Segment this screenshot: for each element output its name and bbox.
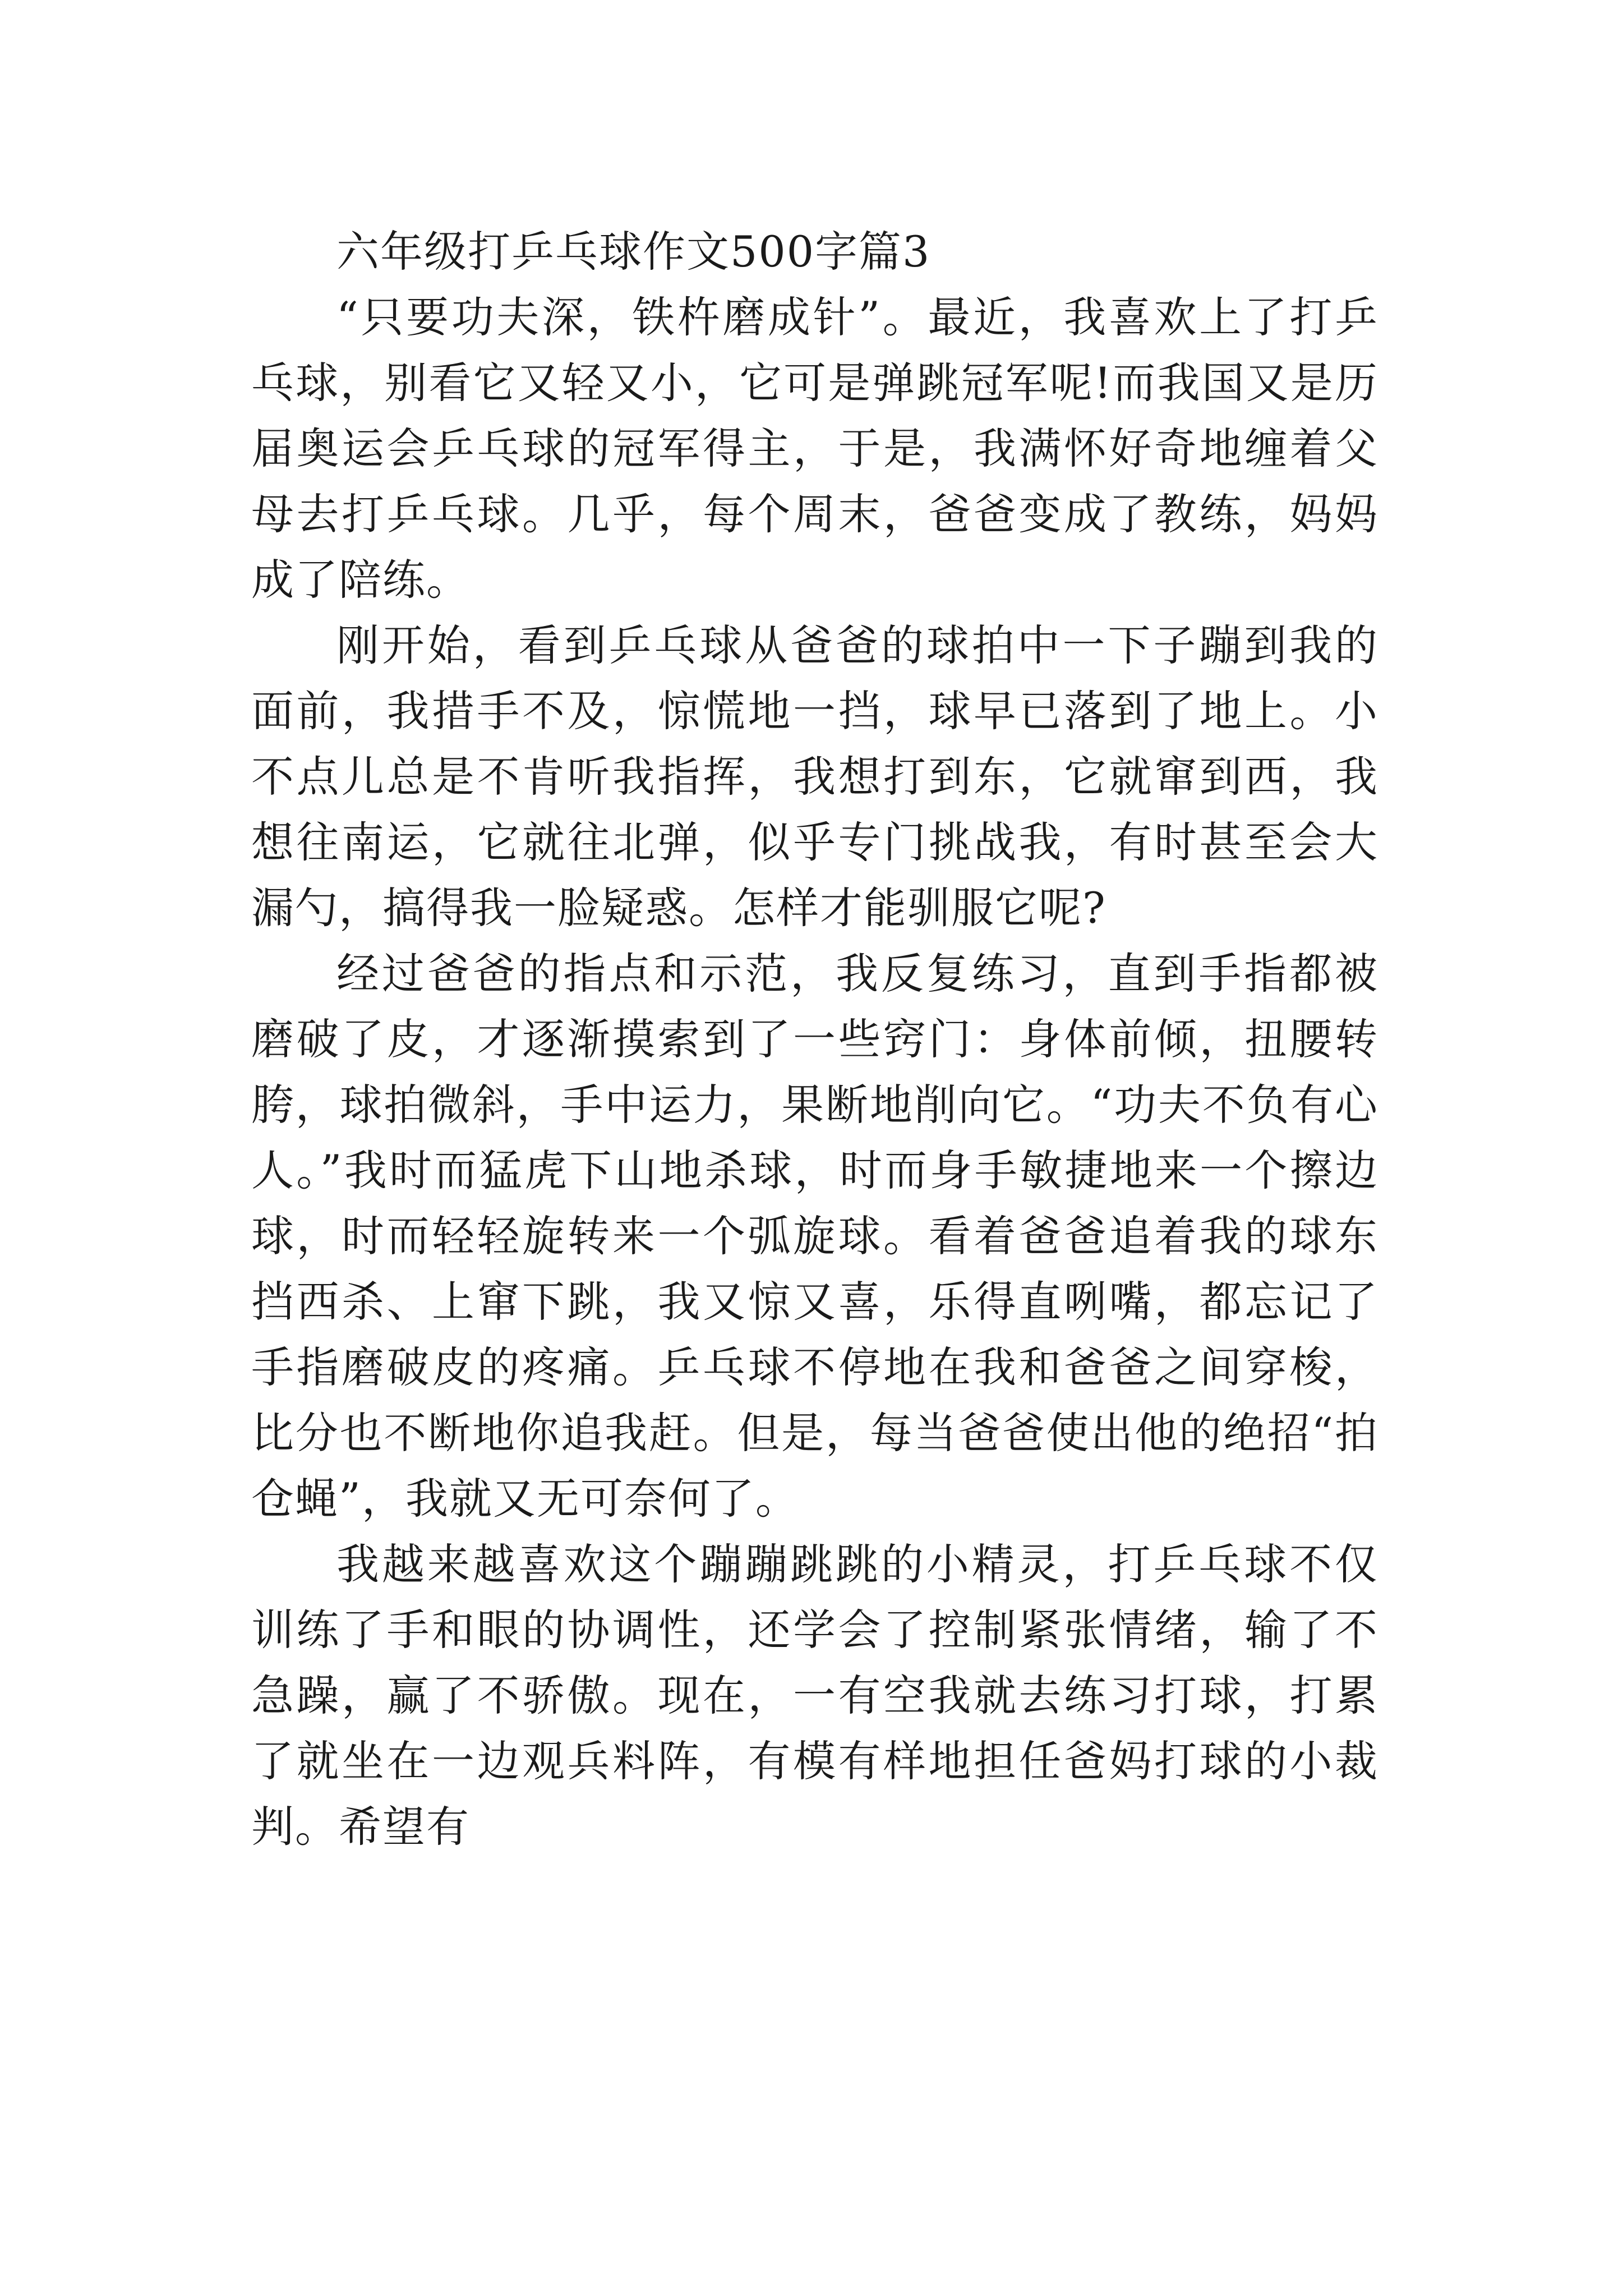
paragraph-4: 我越来越喜欢这个蹦蹦跳跳的小精灵，打乒乓球不仅训练了手和眼的协调性，还学会了控制紧张情绪，输了不急躁，赢了不骄傲。现在，一有空我就去练习打球，打累了就坐在一边观兵料阵，有模有样地担任爸妈打球的小裁判。希望有 <box>251 1539 1378 1852</box>
essay-title: 六年级打乒乓球作文500字篇3 <box>336 227 931 277</box>
paragraph-1: “只要功夫深，铁杵磨成针”。最近，我喜欢上了打乒乓球，别看它又轻又小，它可是弹跳冠军呢!而我国又是历届奥运会乒乓球的冠军得主，于是，我满怀好奇地缠着父母去打乒乓球。几乎，每个周末，爸爸变成了教练，妈妈成了陪练。 <box>251 292 1378 605</box>
paragraph-2: 刚开始，看到乒乓球从爸爸的球拍中一下子蹦到我的面前，我措手不及，惊慌地一挡，球早已落到了地上。小不点儿总是不肯听我指挥，我想打到东，它就窜到西，我想往南运，它就往北弹，似乎专门挑战我，有时甚至会大漏勺，搞得我一脸疑惑。怎样才能驯服它呢? <box>251 620 1378 933</box>
essay-body <box>251 219 1378 1860</box>
paragraph-3: 经过爸爸的指点和示范，我反复练习，直到手指都被磨破了皮，才逐渐摸索到了一些窍门：身体前倾，扭腰转胯，球拍微斜，手中运力，果断地削向它。“功夫不负有心人。”我时而猛虎下山地杀球，时而身手敏捷地来一个擦边球，时而轻轻旋转来一个弧旋球。看着爸爸追着我的球东挡西杀、上窜下跳，我又惊又喜，乐得直咧嘴，都忘记了手指磨破皮的疼痛。乒乓球不停地在我和爸爸之间穿梭，比分也不断地你追我赶。但是，每当爸爸使出他的绝招“拍仓蝇”，我就又无可奈何了。 <box>251 949 1378 1524</box>
